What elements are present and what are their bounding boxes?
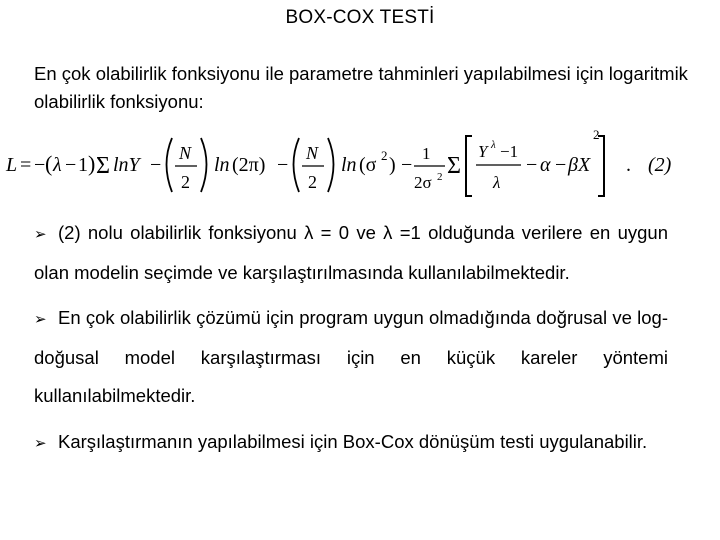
intro-paragraph: En çok olabilirlik fonksiyonu ile parametre tahminleri yapılabilmesi için logaritmik olabilirlik fonksiyonu: [34,63,688,112]
formula-alpha: α [540,154,551,176]
formula-beta-x: βX [568,154,591,176]
formula-minus-7: − [555,154,567,176]
formula-two-1: 2 [181,172,190,192]
formula-svg [0,126,720,206]
formula-sum-2: Σ [447,153,461,179]
log-likelihood-formula [0,126,720,206]
formula-square-bracket-right [598,136,604,196]
formula-equals: = [20,154,32,176]
bullet-text-3: Karşılaştırmanın yapılabilmesi için Box-Cox dönüşüm testi uygulanabilir. [58,430,648,452]
formula-one: 1 [78,154,88,176]
bullet-arrow-icon: ➢ [34,433,47,452]
formula-bracket-right-1 [201,138,207,192]
formula-square-bracket-left [466,136,472,196]
formula-sigma-exponent: 2 [381,148,388,163]
formula-ln-2: ln [341,154,357,176]
formula-minus-5: − [401,154,413,176]
bullet-item-2 [34,299,668,416]
formula-frac-den-exponent: 2 [437,171,443,183]
bullet-arrow-icon: ➢ [34,310,47,328]
formula-paren-close: ) [88,151,96,176]
formula-two-pi: (2π) [232,154,266,176]
formula-lnY: lnY [113,154,140,176]
formula-minus-3: − [150,154,162,176]
formula-minus-2: − [65,154,77,176]
formula-sigma-open: (σ [359,154,377,176]
slide-title: BOX-COX TESTİ [285,7,435,28]
formula-minus-4: − [277,154,289,176]
formula-two-2: 2 [308,172,317,192]
formula-bracket-left-1 [167,138,173,192]
formula-number-label: (2) [648,154,672,176]
formula-lambda-den: λ [493,173,501,192]
formula-bracket-left-2 [294,138,300,192]
bullet-item-3 [34,423,668,463]
bullet-arrow-icon: ➢ [34,225,47,243]
bullet-text-2: En çok olabilirlik çözümü için program uygun olmadığında doğrusal ve log-doğusal model karşılaştırması için en küçük kareler yöntemi kullanılabilmektedir. [34,307,668,406]
formula-Y-exponent: λ [491,139,496,151]
formula-frac-num: 1 [422,144,431,163]
formula-minus-one: −1 [500,142,519,161]
bullet-item-1 [34,214,668,292]
formula-ln-1: ln [214,154,230,176]
formula-minus-6: − [526,154,538,176]
formula-lambda: λ [53,154,62,176]
formula-sigma-close: ) [389,154,396,176]
formula-N-1: N [179,143,192,163]
bullet-text-1: (2) nolu olabilirlik fonksiyonu λ = 0 ve λ =1 olduğunda verilere en uygun olan modelin seçimde ve karşılaştırılmasında kullanılabilmektedir. [34,222,668,283]
formula-dot: . [626,154,631,176]
formula-L: L [6,154,18,176]
formula-bracket-right-2 [328,138,334,192]
formula-minus: − [34,154,46,176]
formula-paren-open: ( [45,151,53,176]
bullet-list [34,214,668,462]
formula-Y: Y [478,142,488,161]
formula-N-2: N [306,143,319,163]
formula-sum-1: Σ [96,153,110,179]
formula-frac-den: 2σ [414,173,432,192]
formula-bracket-exponent: 2 [593,127,600,142]
